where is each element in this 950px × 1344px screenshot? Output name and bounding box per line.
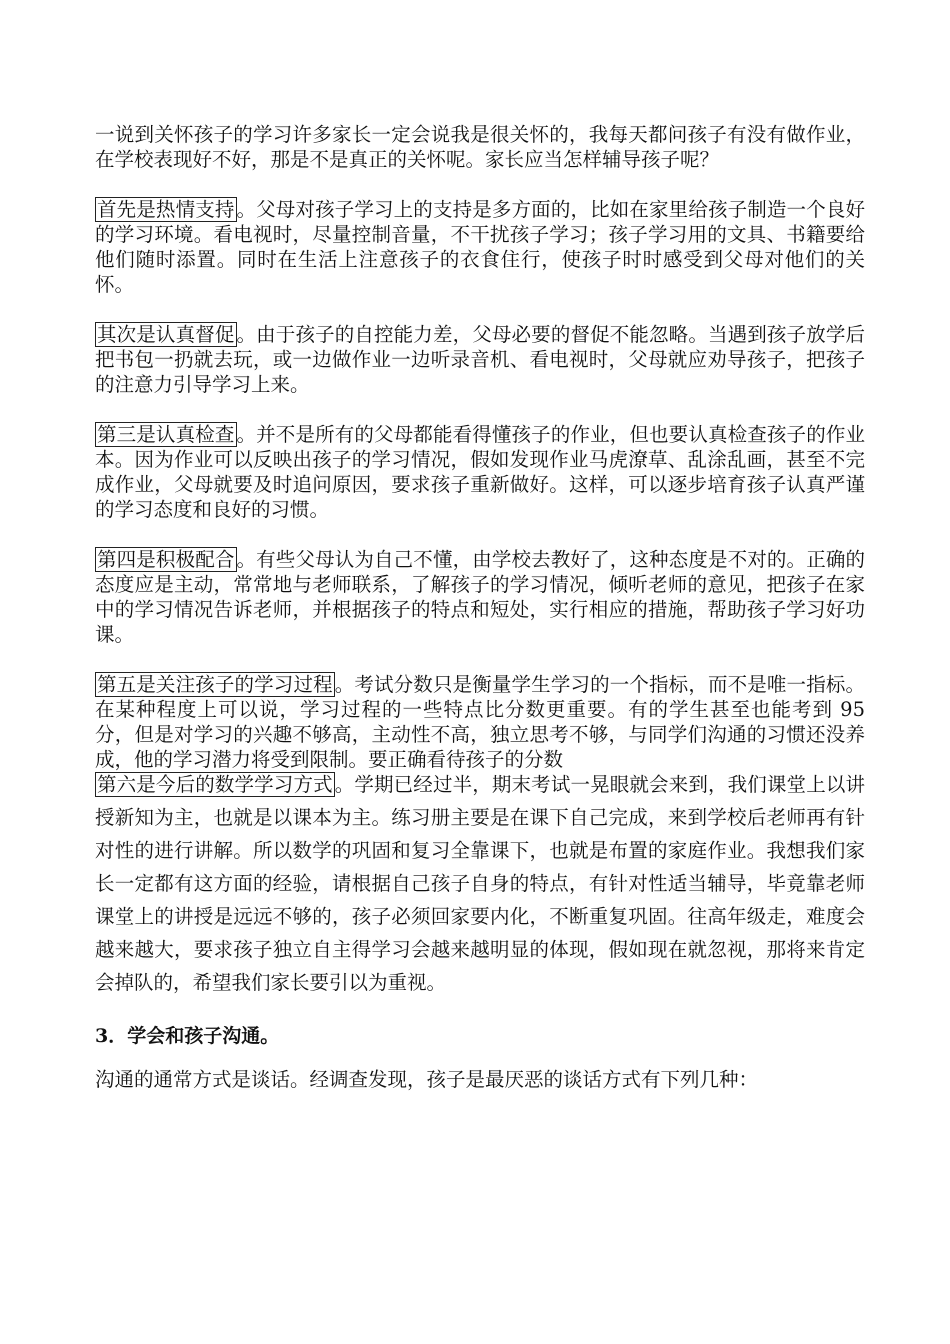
point-1-paragraph bbox=[95, 197, 865, 297]
point-5-label: 第五是关注孩子的学习过程 bbox=[97, 673, 333, 696]
point-5-paragraph bbox=[95, 672, 865, 772]
section-title: 学会和孩子沟通。 bbox=[127, 1025, 280, 1047]
point-5-text: 。考试分数只是衡量学生学习的一个指标，而不是唯一指标。在某种程度上可以说，学习过程的一些特点比分数更重要。有的学生甚至也能考到 95 分，但是对学习的兴趣不够高，主动性不高，独立思考不够，与同学们沟通的习惯还没养成，他的学习潜力将受到限制。要正确看待孩子的分数 bbox=[95, 673, 865, 771]
section-number: 3． bbox=[95, 1025, 128, 1047]
point-6-text: 。学期已经过半，期末考试一晃眼就会来到，我们课堂上以讲授新知为主，也就是以课本为主。练习册主要是在课下自己完成，来到学校后老师再有针对性的进行讲解。所以数学的巩固和复习全靠课下，也就是布置的家庭作业。我想我们家长一定都有这方面的经验，请根据自己孩子自身的特点，有针对性适当辅导，毕竟靠老师课堂上的讲授是远远不够的，孩子必须回家要内化，不断重复巩固。往高年级走，难度会越来越大，要求孩子独立自主得学习会越来越明显的体现，假如现在就忽视，那将来肯定会掉队的，希望我们家长要引以为重视。 bbox=[95, 773, 865, 994]
point-3-text: 。并不是所有的父母都能看得懂孩子的作业，但也要认真检查孩子的作业本。因为作业可以反映出孩子的学习情况，假如发现作业马虎潦草、乱涂乱画，甚至不完成作业，父母就要及时追问原因，要求孩子重新做好。这样，可以逐步培育孩子认真严谨的学习态度和良好的习惯。 bbox=[95, 423, 865, 521]
document-page bbox=[95, 122, 865, 1095]
point-6-label: 第六是今后的数学学习方式 bbox=[97, 773, 333, 796]
point-6-paragraph bbox=[95, 768, 865, 999]
point-2-label: 其次是认真督促 bbox=[97, 323, 235, 346]
point-3-paragraph bbox=[95, 422, 865, 522]
point-1-label: 首先是热情支持 bbox=[97, 198, 235, 221]
point-4-text: 。有些父母认为自己不懂，由学校去教好了，这种态度是不对的。正确的态度应是主动，常常地与老师联系，了解孩子的学习情况，倾听老师的意见，把孩子在家中的学习情况告诉老师，并根据孩子的特点和短处，实行相应的措施，帮助孩子学习好功课。 bbox=[95, 548, 865, 646]
point-4-label: 第四是积极配合 bbox=[97, 548, 235, 571]
point-1-text: 。父母对孩子学习上的支持是多方面的，比如在家里给孩子制造一个良好的学习环境。看电视时，尽量控制音量，不干扰孩子学习；孩子学习用的文具、书籍要给他们随时添置。同时在生活上注意孩子的衣食住行，使孩子时时感受到父母对他们的关怀。 bbox=[95, 198, 865, 296]
point-2-paragraph bbox=[95, 322, 865, 397]
point-4-paragraph bbox=[95, 547, 865, 647]
point-3-label: 第三是认真检查 bbox=[97, 423, 235, 446]
closing-paragraph: 沟通的通常方式是谈话。经调查发现，孩子是最厌恶的谈话方式有下列几种： bbox=[95, 1068, 759, 1091]
section-heading bbox=[95, 1021, 865, 1051]
point-2-text: 。由于孩子的自控能力差，父母必要的督促不能忽略。当遇到孩子放学后把书包一扔就去玩，或一边做作业一边听录音机、看电视时，父母就应劝导孩子，把孩子的注意力引导学习上来。 bbox=[95, 323, 865, 396]
intro-paragraph: 一说到关怀孩子的学习许多家长一定会说我是很关怀的，我每天都问孩子有没有做作业，在学校表现好不好，那是不是真正的关怀呢。家长应当怎样辅导孩子呢？ bbox=[95, 123, 865, 171]
